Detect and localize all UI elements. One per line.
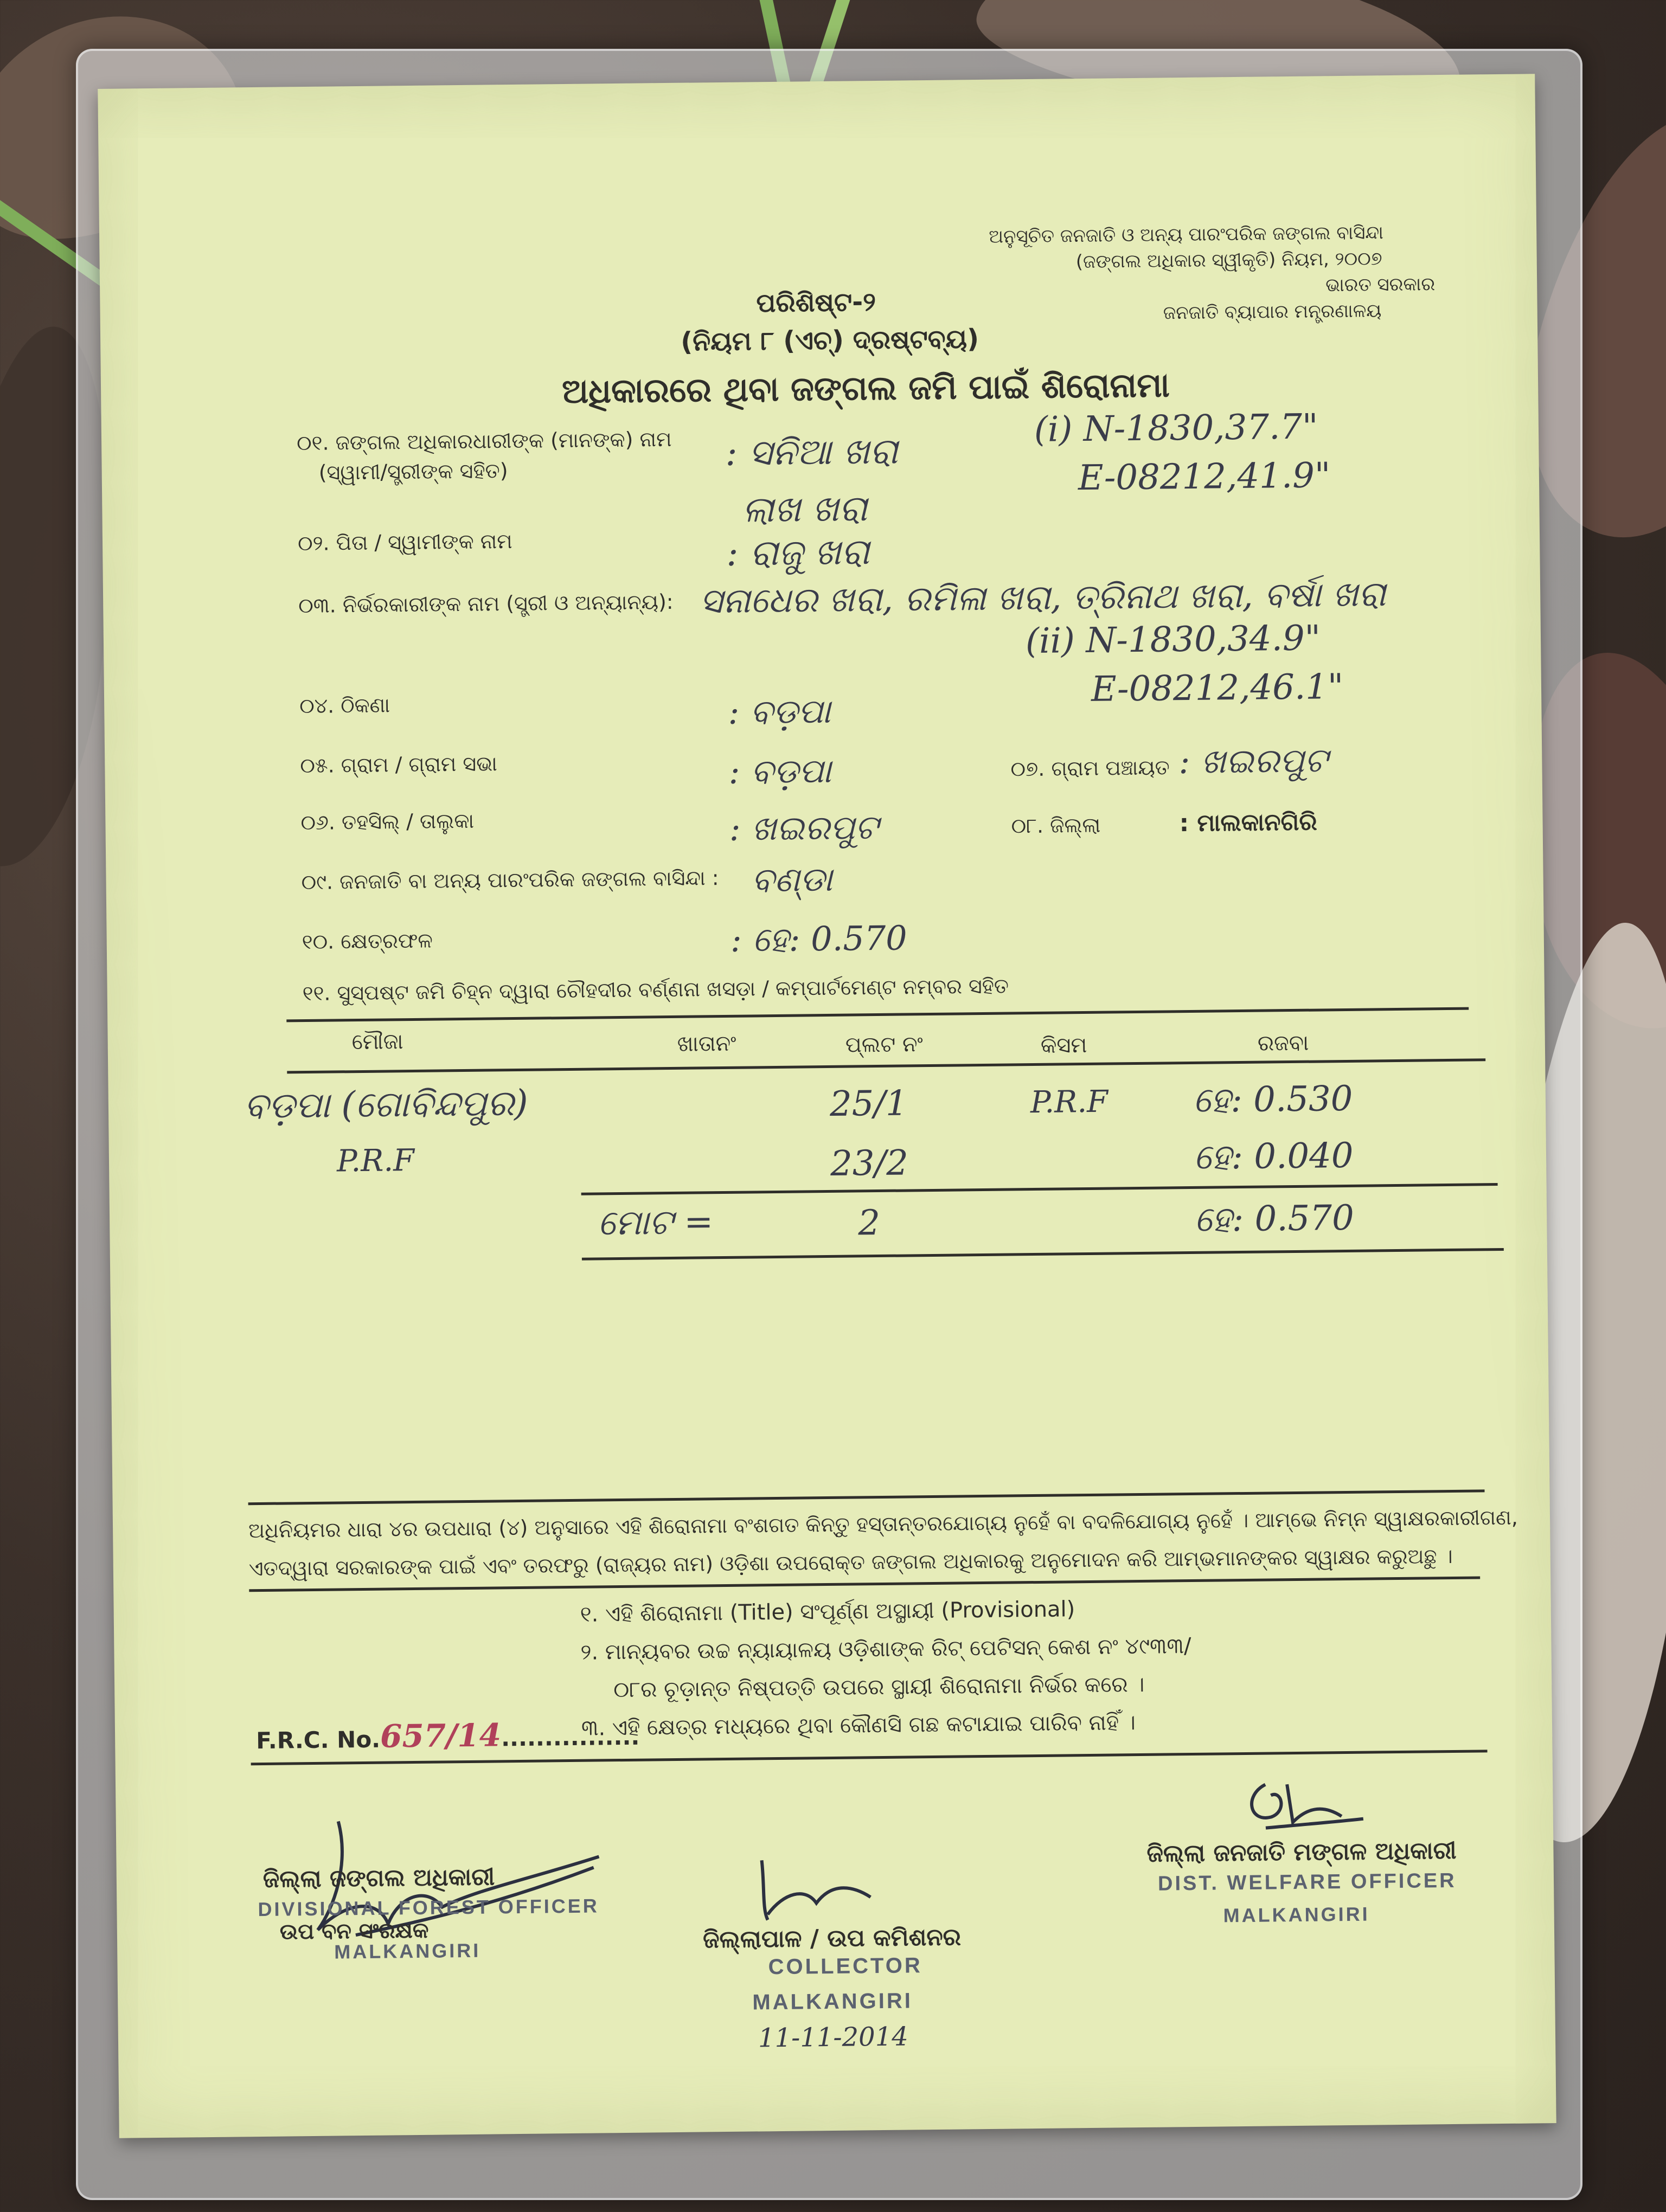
col-header-plot: ପ୍ଲଟ ନଂ bbox=[845, 1032, 924, 1058]
dwo-signature bbox=[1233, 1773, 1374, 1840]
field-01-label: ୦୧. ଜଙ୍ଗଲ ଅଧିକାରଧାରୀଙ୍କ (ମାନଙ୍କ) ନାମ bbox=[296, 427, 672, 455]
field-05-label: ୦୫. ଗ୍ରାମ / ଗ୍ରାମ ସଭା bbox=[300, 751, 497, 778]
ministry-line-4: ଜନଜାତି ବ୍ୟାପାର ମନ୍ତ୍ରଣାଳୟ bbox=[1163, 300, 1382, 324]
note-2: ୨. ମାନ୍ୟବର ଉଚ୍ଚ ନ୍ୟାୟାଳୟ ଓଡ଼ିଶାଙ୍କ ରିଟ୍ ପେଟିସନ୍ କେଶ ନଂ ୪୯୩୩/ bbox=[580, 1634, 1191, 1665]
dwo-stamp: DIST. WELFARE OFFICER bbox=[1157, 1869, 1457, 1895]
holder-name-2: ଲାଖ ଖରା bbox=[742, 487, 868, 531]
declaration-line-2: ଏତଦ୍ୱାରା ସରକାରଙ୍କ ପାଇଁ ଏବଂ ତରଫରୁ (ରାଜ୍ୟର ନାମ) ଓଡ଼ିଶା ଉପରୋକ୍ତ ଜଙ୍ଗଲ ଅଧିକାରକୁ ଅନୁମୋଦନ କରି ଆମ୍ଭମାନଙ୍କର ସ୍ୱାକ୍ଷର କରୁଅଛୁ । bbox=[248, 1544, 1453, 1581]
address-value: : ବଡ଼ପା bbox=[727, 691, 831, 732]
district-label: ୦୮. ଜିଲ୍ଲା bbox=[1011, 813, 1101, 838]
table-row-1-kisam: P.R.F bbox=[1030, 1084, 1108, 1121]
collector-title: ଜିଲ୍ଲାପାଳ / ଉପ କମିଶନର bbox=[702, 1923, 962, 1954]
dwo-title: ଜିଲ୍ଲା ଜନଜାତି ମଙ୍ଗଳ ଅଧିକାରୀ bbox=[1146, 1836, 1457, 1868]
total-plots: 2 bbox=[857, 1203, 881, 1244]
mouza-value: ବଡ଼ପା (ଗୋବିନ୍ଦପୁର) bbox=[244, 1082, 529, 1127]
rule-reference: (ନିୟମ ୮ (ଏଚ୍) ଦ୍ରଷ୍ଟବ୍ୟ) bbox=[680, 323, 979, 357]
frc-number bbox=[256, 1715, 640, 1756]
dfo-stamp: DIVISIONAL FOREST OFFICER bbox=[258, 1894, 600, 1921]
holder-name: : ସନିଆ ଖରା bbox=[725, 430, 899, 474]
annexure-label: ପରିଶିଷ୍ଟ-୨ bbox=[756, 286, 876, 319]
field-10-label: ୧୦. କ୍ଷେତ୍ରଫଳ bbox=[302, 928, 433, 954]
field-03-label: ୦୩. ନିର୍ଭରକାରୀଙ୍କ ନାମ (ସ୍ତ୍ରୀ ଓ ଅନ୍ୟାନ୍ୟ): bbox=[298, 589, 674, 618]
table-row-2-plot: 23/2 bbox=[830, 1143, 909, 1184]
area-value: : ହେ: 0.570 bbox=[730, 918, 908, 960]
dfo-stamp-place: MALKANGIRI bbox=[334, 1939, 481, 1963]
field-06-label: ୦୬. ତହସିଲ୍ / ତାଲୁକା bbox=[300, 808, 475, 835]
field-01-sublabel: (ସ୍ୱାମୀ/ସ୍ତ୍ରୀଙ୍କ ସହିତ) bbox=[318, 459, 508, 485]
declaration-line-1: ଅଧିନିୟମର ଧାରା ୪ର ଉପଧାରା (୪) ଅନୁସାରେ ଏହି ଶିରୋନାମା ବଂଶଗତ କିନ୍ତୁ ହସ୍ତାନ୍ତରଯୋଗ୍ୟ ନୁହେଁ ବା ବଦଳିଯୋଗ୍ୟ ନୁହେଁ । ଆମ୍ଭେ ନିମ୍ନ ସ୍ୱାକ୍ଷରକାରୀଗଣ, bbox=[248, 1505, 1518, 1543]
dwo-stamp-place: MALKANGIRI bbox=[1223, 1902, 1370, 1927]
dfo-subtitle: ଉପ ବନ ସଂରକ୍ଷକ bbox=[279, 1918, 429, 1945]
col-header-area: ରଜବା bbox=[1257, 1030, 1309, 1056]
tribe-value: ବଣ୍ଡା bbox=[751, 859, 833, 900]
field-09-label: ୦୯. ଜନଜାତି ବା ଅନ୍ୟ ପାରଂପରିକ ଜଙ୍ଗଲ ବାସିନ୍ଦା : bbox=[301, 866, 719, 895]
field-02-label: ୦୨. ପିତା / ସ୍ୱାମୀଙ୍କ ନାମ bbox=[297, 529, 512, 556]
mouza-sub: P.R.F bbox=[336, 1142, 415, 1179]
total-label: ମୋଟ = bbox=[597, 1202, 714, 1244]
col-header-mouza: ମୌଜା bbox=[351, 1029, 403, 1055]
collector-signature bbox=[740, 1848, 904, 1931]
note-3: ୦୮ର ଚୂଡ଼ାନ୍ତ ନିଷ୍ପତ୍ତି ଉପରେ ସ୍ଥାୟୀ ଶିରୋନାମା ନିର୍ଭର କରେ । bbox=[613, 1671, 1145, 1703]
col-header-kisam: କିସମ bbox=[1040, 1032, 1087, 1058]
coord-1-north: (i) N-1830,37.7" bbox=[1034, 407, 1318, 450]
table-row-1-plot: 25/1 bbox=[829, 1083, 908, 1124]
panchayat-label: ୦୭. ଗ୍ରାମ ପଞ୍ଚାୟତ bbox=[1010, 755, 1170, 781]
title-certificate bbox=[98, 74, 1556, 2138]
table-row-2-area: ହେ: 0.040 bbox=[1193, 1135, 1354, 1178]
coord-2-north: (ii) N-1830,34.9" bbox=[1025, 618, 1321, 662]
field-04-label: ୦୪. ଠିକଣା bbox=[299, 693, 390, 718]
collector-date: 11-11-2014 bbox=[758, 2021, 909, 2054]
panchayat-value: : ଖଇରପୁଟ bbox=[1178, 740, 1328, 782]
frc-dots: ................ bbox=[501, 1723, 640, 1752]
field-11-label: ୧୧. ସୁସ୍ପଷ୍ଟ ଜମି ଚିହ୍ନ ଦ୍ୱାରା ଚୌହଦୀର ବର୍ଣ୍ଣନା ଖସଡ଼ା / କମ୍ପାର୍ଟମେଣ୍ଟ ନମ୍ବର ସହିତ bbox=[302, 974, 1009, 1006]
frc-label: F.R.C. No. bbox=[255, 1726, 381, 1754]
district-value: : ମାଲକାନଗିରି bbox=[1179, 808, 1317, 838]
collector-stamp: COLLECTOR bbox=[768, 1953, 922, 1979]
page-title: ଅଧିକାରରେ ଥିବା ଜଙ୍ଗଲ ଜମି ପାଇଁ ଶିରୋନାମା bbox=[561, 365, 1170, 411]
father-name: : ରାଜୁ ଖରା bbox=[726, 531, 870, 574]
coord-2-east: E-08212,46.1" bbox=[1091, 666, 1344, 710]
dependents-names: ସନାଧେର ଖରା, ରମିଳା ଖରା, ତ୍ରିନାଥ ଖରା, ବର୍ଷା ଖରା bbox=[699, 574, 1386, 622]
note-4: ୩. ଏହି କ୍ଷେତ୍ର ମଧ୍ୟରେ ଥିବା କୌଣସି ଗଛ କଟାଯାଇ ପାରିବ ନାହିଁ । bbox=[581, 1710, 1136, 1741]
ministry-line-1: ଅନୁସୂଚିତ ଜନଜାତି ଓ ଅନ୍ୟ ପାରଂପରିକ ଜଙ୍ଗଲ ବାସିନ୍ଦା bbox=[989, 222, 1384, 248]
table-row-1-area: ହେ: 0.530 bbox=[1193, 1078, 1353, 1121]
collector-stamp-place: MALKANGIRI bbox=[752, 1989, 913, 2015]
tahasil-value: : ଖଇରପୁଟ bbox=[729, 807, 879, 848]
ministry-line-2: (ଜଙ୍ଗଲ ଅଧିକାର ସ୍ୱୀକୃତି) ନିୟମ, ୨୦୦୭ bbox=[1075, 248, 1382, 273]
total-area: ହେ: 0.570 bbox=[1194, 1198, 1355, 1240]
dfo-title: ଜିଲ୍ଲା ଜଙ୍ଗଲ ଅଧିକାରୀ bbox=[262, 1863, 495, 1893]
ministry-line-3: ଭାରତ ସରକାର bbox=[1325, 273, 1436, 297]
village-value: : ବଡ଼ପା bbox=[728, 750, 832, 792]
frc-value: 657/14 bbox=[380, 1716, 502, 1755]
note-1: ୧. ଏହି ଶିରୋନାମା (Title) ସଂପୂର୍ଣ୍ଣ ଅସ୍ଥାୟୀ (Provisional) bbox=[580, 1597, 1075, 1627]
coord-1-east: E-08212,41.9" bbox=[1078, 455, 1331, 499]
col-header-khata: ଖାତାନଂ bbox=[677, 1031, 736, 1057]
